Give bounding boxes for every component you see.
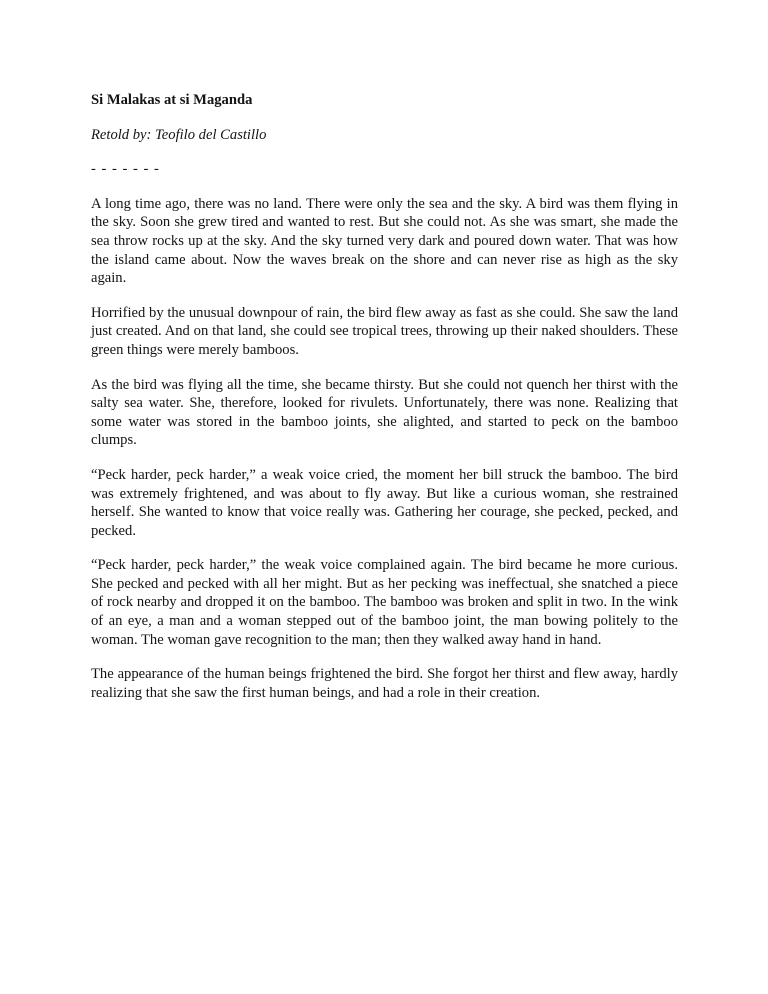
paragraph: Horrified by the unusual downpour of rain, the bird flew away as fast as she could. She saw the land just created. And on that land, she could see tropical trees, throwing up their naked shoulders. These green things were merely bamboos. bbox=[91, 304, 678, 358]
author-byline: Retold by: Teofilo del Castillo bbox=[91, 126, 267, 143]
paragraph: The appearance of the human beings frightened the bird. She forgot her thirst and flew away, hardly realizing that she saw the first human beings, and had a role in their creation. bbox=[91, 666, 678, 701]
paragraph: “Peck harder, peck harder,” the weak voice complained again. The bird became he more curious. She pecked and pecked with all her might. But as her pecking was ineffectual, she snatched a piece of rock nearby and dropped it on the bamboo. The bamboo was broken and split in two. In the wink of an eye, a man and a woman stepped out of the bamboo joint, the man bowing politely to the woman. The woman gave recognition to the man; then they walked away hand in hand. bbox=[91, 557, 678, 648]
section-divider: - - - - - - - bbox=[91, 161, 160, 178]
paragraph: As the bird was flying all the time, she became thirsty. But she could not quench her thirst with the salty sea water. She, therefore, looked for rivulets. Unfortunately, there was none. Realizing that some water was stored in the bamboo joints, she alighted, and started to peck on the bamboo clumps. bbox=[91, 376, 678, 449]
paragraph: “Peck harder, peck harder,” a weak voice cried, the moment her bill struck the bamboo. The bird was extremely frightened, and was about to fly away. But like a curious woman, she restrained herself. She wanted to know that voice really was. Gathering her courage, she pecked, pecked, and pecked. bbox=[91, 466, 678, 539]
document-content bbox=[91, 91, 678, 718]
paragraph: A long time ago, there was no land. There were only the sea and the sky. A bird was them flying in the sky. Soon she grew tired and wanted to rest. But she could not. As she was smart, she made the sea throw rocks up at the sky. And the sky turned very dark and poured down water. That was how the island came about. Now the waves break on the shore and can never rise as high as the sky again. bbox=[91, 195, 678, 287]
document-title: Si Malakas at si Maganda bbox=[91, 92, 253, 108]
